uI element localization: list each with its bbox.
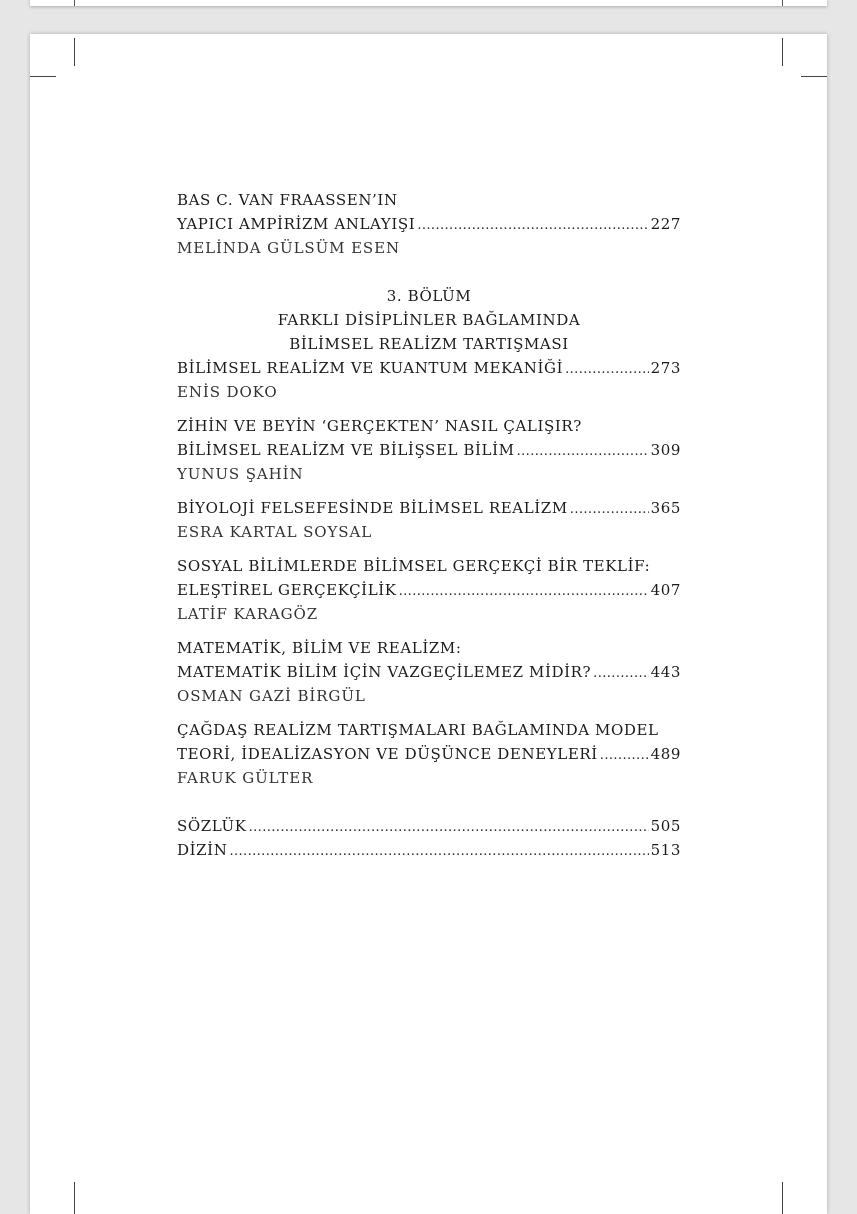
crop-mark	[74, 0, 75, 6]
dot-leader	[229, 840, 648, 864]
toc-entry	[177, 188, 681, 260]
entry-author: YUNUS ŞAHİN	[177, 465, 304, 483]
section-title-line: BİLİMSEL REALİZM TARTIŞMASI	[289, 335, 569, 353]
entry-title-line: BAS C. VAN FRAASSEN’IN	[177, 191, 398, 209]
section-number: 3. BÖLÜM	[386, 287, 472, 305]
entry-title-line	[177, 838, 681, 862]
entry-title-line	[177, 438, 681, 462]
entry-title-text: DİZİN	[177, 841, 228, 859]
toc-entry	[177, 554, 681, 626]
entry-author: OSMAN GAZİ BİRGÜL	[177, 687, 366, 705]
page-number: 227	[650, 215, 681, 233]
crop-mark	[782, 0, 783, 6]
dot-leader	[249, 816, 649, 840]
entry-title-text: YAPICI AMPİRİZM ANLAYIŞI	[177, 215, 416, 233]
previous-page-edge	[30, 0, 827, 6]
toc-entry	[177, 496, 681, 544]
entry-title-text: BİYOLOJİ FELSEFESİNDE BİLİMSEL REALİZM	[177, 499, 568, 517]
section-heading	[177, 284, 681, 356]
toc-entry	[177, 636, 681, 708]
entry-title-text: SÖZLÜK	[177, 817, 247, 835]
entry-title-line	[177, 578, 681, 602]
page-number: 365	[650, 499, 681, 517]
crop-mark	[74, 38, 75, 66]
dot-leader	[570, 498, 649, 522]
dot-leader	[600, 744, 649, 768]
page-number: 273	[650, 359, 681, 377]
toc-entry	[177, 414, 681, 486]
toc-entry	[177, 718, 681, 790]
entry-title-line	[177, 660, 681, 684]
page-number: 407	[650, 581, 681, 599]
page-number: 489	[650, 745, 681, 763]
entry-title-text: TEORİ, İDEALİZASYON VE DÜŞÜNCE DENEYLERİ	[177, 745, 598, 763]
table-of-contents	[177, 188, 681, 862]
entry-title-line	[177, 814, 681, 838]
toc-entry-glossary	[177, 814, 681, 838]
dot-leader	[565, 358, 648, 382]
entry-author: ESRA KARTAL SOYSAL	[177, 523, 373, 541]
crop-mark	[30, 76, 56, 77]
crop-mark	[801, 76, 827, 77]
entry-title-line	[177, 496, 681, 520]
dot-leader	[593, 662, 648, 686]
crop-mark	[74, 1182, 75, 1214]
entry-title-line: SOSYAL BİLİMLERDE BİLİMSEL GERÇEKÇİ BİR TEKLİF:	[177, 557, 651, 575]
entry-title-line	[177, 356, 681, 380]
entry-author: LATİF KARAGÖZ	[177, 605, 319, 623]
entry-title-text: MATEMATİK BİLİM İÇİN VAZGEÇİLEMEZ MİDİR?	[177, 663, 592, 681]
section-title-line: FARKLI DİSİPLİNLER BAĞLAMINDA	[277, 311, 581, 329]
dot-leader	[399, 580, 649, 604]
entry-title-line	[177, 212, 681, 236]
crop-mark	[782, 38, 783, 66]
toc-entry	[177, 356, 681, 404]
page-number: 513	[650, 841, 681, 859]
entry-title-text: BİLİMSEL REALİZM VE KUANTUM MEKANİĞİ	[177, 359, 564, 377]
entry-author: FARUK GÜLTER	[177, 769, 314, 787]
entry-author: ENİS DOKO	[177, 383, 278, 401]
entry-title-line	[177, 742, 681, 766]
page-number: 443	[650, 663, 681, 681]
dot-leader	[417, 214, 648, 238]
entry-title-line: ZİHİN VE BEYİN ‘GERÇEKTEN’ NASIL ÇALIŞIR?	[177, 417, 582, 435]
page-number: 309	[650, 441, 681, 459]
entry-title-line: MATEMATİK, BİLİM VE REALİZM:	[177, 639, 462, 657]
entry-title-text: BİLİMSEL REALİZM VE BİLİŞSEL BİLİM	[177, 441, 515, 459]
entry-title-text: ELEŞTİREL GERÇEKÇİLİK	[177, 581, 397, 599]
crop-mark	[782, 1182, 783, 1214]
entry-title-line: ÇAĞDAŞ REALİZM TARTIŞMALARI BAĞLAMINDA MODEL	[177, 721, 659, 739]
dot-leader	[517, 440, 649, 464]
page-number: 505	[650, 817, 681, 835]
book-page	[30, 34, 827, 1214]
toc-entry-index	[177, 838, 681, 862]
entry-author: MELİNDA GÜLSÜM ESEN	[177, 239, 400, 257]
